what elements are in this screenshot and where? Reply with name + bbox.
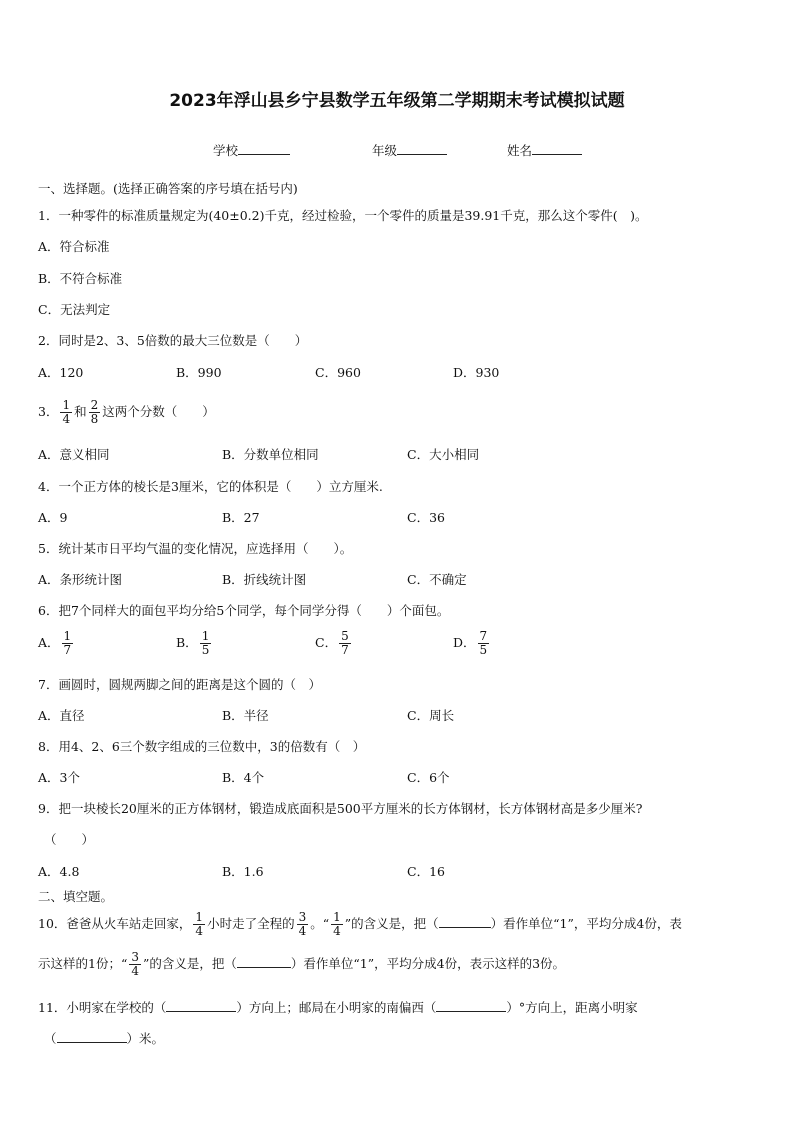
q8-option-c[interactable]: C．6个 <box>407 770 450 785</box>
name-label: 姓名 <box>507 143 533 158</box>
q3-number: 3． <box>38 404 59 419</box>
school-field <box>213 142 290 159</box>
q7-option-c[interactable]: C．周长 <box>407 708 455 723</box>
q8-option-b[interactable]: B．4个 <box>222 770 265 785</box>
section-2-heading: 二、填空题。 <box>38 889 114 904</box>
q3-option-c[interactable]: C．大小相同 <box>407 447 480 462</box>
question-1: 1．一种零件的标准质量规定为(40±0.2)千克，经过检验，一个零件的质量是39.91千克，那么这个零件( )。 <box>38 208 648 223</box>
question-5: 5．统计某市日平均气温的变化情况，应选择用（ ）。 <box>38 541 353 556</box>
q9-option-b[interactable]: B．1.6 <box>222 864 264 879</box>
grade-label: 年级 <box>372 143 398 158</box>
question-3 <box>38 399 215 426</box>
q9-answer-paren[interactable]: （ ） <box>44 832 95 847</box>
q2-option-d[interactable]: D．930 <box>453 365 500 380</box>
q9-option-c[interactable]: C．16 <box>407 864 445 879</box>
question-10-line-1: 10．爸爸从火车站走回家， $\frac{1}{4}$ 小时走了全程的 $\frac{3}{4}$ 。“ $\frac{1}{4}$ ”的含义是，把（ ）看作单位“1”，平均分成4份，表 <box>38 910 682 938</box>
q6-d-fraction: $\frac{7}{5}$ <box>479 629 488 657</box>
q6-option-d[interactable]: D． $\frac{7}{5}$ <box>453 629 488 657</box>
q3-and: 和 <box>74 404 87 419</box>
page-title: 2023年浮山县乡宁县数学五年级第二学期期末考试模拟试题 <box>169 91 625 111</box>
q10-fraction-3: $\frac{1}{4}$ <box>333 910 341 938</box>
q3-text: 这两个分数（ ） <box>102 404 215 419</box>
name-field <box>507 142 582 159</box>
q10-fraction-4: $\frac{3}{4}$ <box>131 950 139 978</box>
q2-option-b[interactable]: B．990 <box>176 365 222 380</box>
q2-option-a[interactable]: A．120 <box>38 365 84 380</box>
grade-field <box>372 142 447 159</box>
q6-c-fraction: $\frac{5}{7}$ <box>341 629 349 657</box>
question-11-line-1: 11．小明家在学校的（ ）方向上；邮局在小明家的南偏西（ ）°方向上，距离小明家 <box>38 1000 638 1015</box>
q3-fraction-2: $\frac{2}{8}$ <box>90 398 99 426</box>
question-11-line-2: （ ）米。 <box>44 1031 165 1046</box>
school-blank[interactable] <box>238 142 290 155</box>
q11-blank-3[interactable] <box>57 1030 127 1043</box>
q4-option-a[interactable]: A．9 <box>38 510 68 525</box>
q7-option-b[interactable]: B．半径 <box>222 708 269 723</box>
q6-option-b[interactable]: B． $\frac{1}{5}$ <box>176 629 210 657</box>
q5-option-b[interactable]: B．折线统计图 <box>222 572 307 587</box>
question-7: 7．画圆时，圆规两脚之间的距离是这个圆的（ ） <box>38 677 321 692</box>
q9-option-a[interactable]: A．4.8 <box>38 864 80 879</box>
q11-blank-2[interactable] <box>436 999 506 1012</box>
q5-option-a[interactable]: A．条形统计图 <box>38 572 123 587</box>
q8-option-a[interactable]: A．3个 <box>38 770 80 785</box>
q4-option-b[interactable]: B．27 <box>222 510 260 525</box>
q1-option-c[interactable]: C．无法判定 <box>38 302 111 317</box>
question-6: 6．把7个同样大的面包平均分给5个同学，每个同学分得（ ）个面包。 <box>38 603 450 618</box>
q3-fraction-1: $\frac{1}{4}$ <box>62 398 71 426</box>
q10-blank-2[interactable] <box>237 955 291 968</box>
q3-option-a[interactable]: A．意义相同 <box>38 447 110 462</box>
q6-b-fraction: $\frac{1}{5}$ <box>201 629 210 657</box>
q10-blank-1[interactable] <box>439 915 491 928</box>
q2-option-c[interactable]: C．960 <box>315 365 361 380</box>
section-1-heading: 一、选择题。(选择正确答案的序号填在括号内) <box>38 181 298 196</box>
q6-option-c[interactable]: C． $\frac{5}{7}$ <box>315 629 349 657</box>
question-9: 9．把一块棱长20厘米的正方体钢材，锻造成底面积是500平方厘米的长方体钢材，长方体钢材高是多少厘米? <box>38 801 643 816</box>
q7-option-a[interactable]: A．直径 <box>38 708 85 723</box>
question-10-line-2: 示这样的1份；“ $\frac{3}{4}$ ”的含义是，把（ ）看作单位“1”，平均分成4份，表示这样的3份。 <box>38 950 566 978</box>
question-4: 4．一个正方体的棱长是3厘米，它的体积是（ ）立方厘米. <box>38 479 383 494</box>
q1-option-b[interactable]: B．不符合标准 <box>38 271 123 286</box>
question-2: 2．同时是2、3、5倍数的最大三位数是（ ） <box>38 333 308 348</box>
q11-blank-1[interactable] <box>166 999 236 1012</box>
grade-blank[interactable] <box>397 142 447 155</box>
q6-a-fraction: $\frac{1}{7}$ <box>63 629 72 657</box>
q10-fraction-2: $\frac{3}{4}$ <box>298 910 307 938</box>
q6-option-a[interactable]: A． $\frac{1}{7}$ <box>38 629 72 657</box>
q5-option-c[interactable]: C．不确定 <box>407 572 467 587</box>
q1-option-a[interactable]: A．符合标准 <box>38 239 110 254</box>
q3-option-b[interactable]: B．分数单位相同 <box>222 447 319 462</box>
school-label: 学校 <box>213 143 239 158</box>
q4-option-c[interactable]: C．36 <box>407 510 445 525</box>
name-blank[interactable] <box>532 142 582 155</box>
q10-fraction-1: $\frac{1}{4}$ <box>195 910 204 938</box>
question-8: 8．用4、2、6三个数字组成的三位数中，3的倍数有（ ） <box>38 739 366 754</box>
